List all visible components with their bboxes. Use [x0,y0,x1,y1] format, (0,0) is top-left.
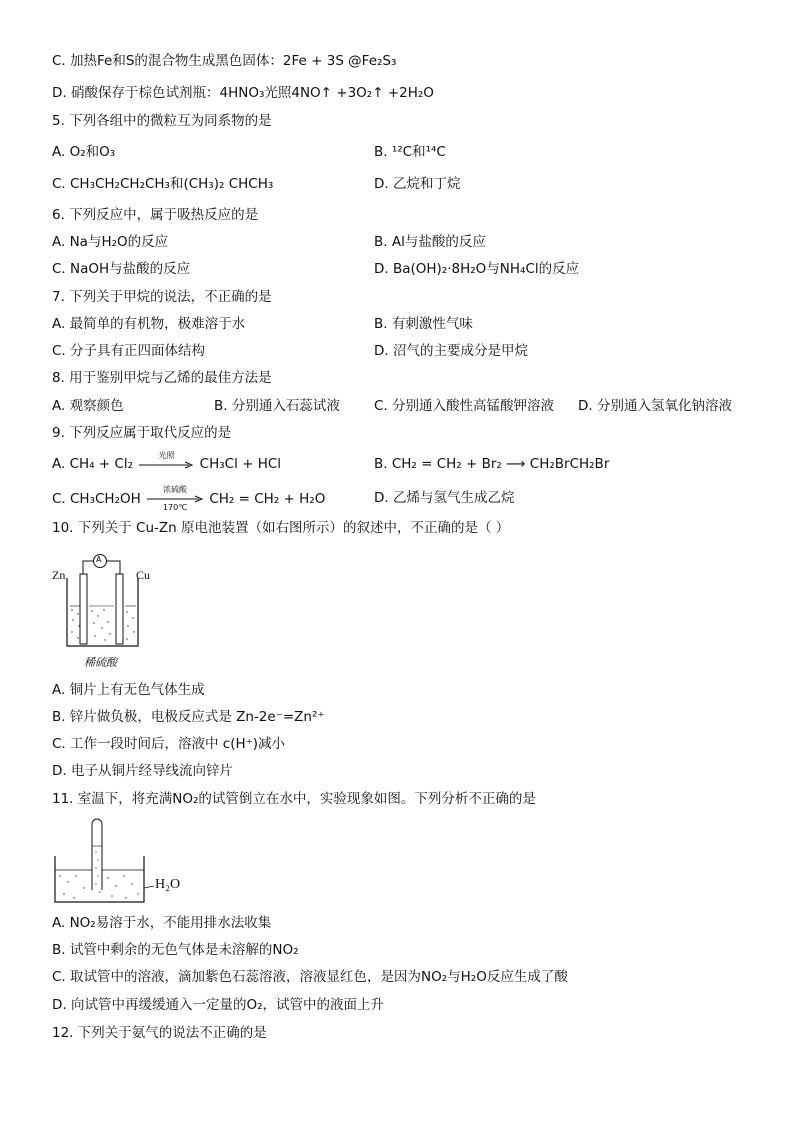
galvanic-cell-diagram [50,548,150,670]
arrow-icon [139,461,193,469]
q10-option-d: D. 电子从铜片经导线流向锌片 [52,763,233,779]
water-label: H₂O [155,877,181,892]
q6-option-c: C. NaOH与盐酸的反应 [52,261,191,277]
q9-a-reactants: A. CH₄ + Cl₂ [52,456,134,472]
q11-stem: 11. 室温下，将充满NO₂的试管倒立在水中，实验现象如图。下列分析不正确的是 [52,791,536,807]
q5-option-a: A. O₂和O₃ [52,144,116,160]
solution-label: 稀硫酸 [84,656,117,669]
q6-option-d: D. Ba(OH)₂·8H₂O与NH₄Cl的反应 [374,261,580,277]
galvanic-cell-figure [50,548,150,670]
reaction-arrow [139,451,193,473]
q11-option-b: B. 试管中剩余的无色气体是未溶解的NO₂ [52,942,299,958]
arrow-icon [147,495,203,503]
option-d-nitric-acid: D. 硝酸保存于棕色试剂瓶：4HNO₃光照4NO↑ +3O₂↑ +2H₂O [52,85,434,101]
q10-stem: 10. 下列关于 Cu-Zn 原电池装置（如右图所示）的叙述中，不正确的是（ ） [52,520,510,536]
q9-option-b: B. CH₂ = CH₂ + Br₂ ⟶ CH₂BrCH₂Br [374,456,610,472]
zinc-label: Zn [52,568,66,582]
q7-option-c: C. 分子具有正四面体结构 [52,343,206,359]
q9-option-c [52,485,326,512]
q7-option-d: D. 沼气的主要成分是甲烷 [374,343,528,359]
option-c-fe-s: C. 加热Fe和S的混合物生成黑色固体：2Fe + 3S @Fe₂S₃ [52,53,397,69]
q7-option-a: A. 最简单的有机物，极难溶于水 [52,316,246,332]
test-tube-figure [52,816,192,908]
q7-stem: 7. 下列关于甲烷的说法，不正确的是 [52,289,272,305]
ammeter-label: A [96,555,102,564]
q8-option-c: C. 分别通入酸性高锰酸钾溶液 [374,398,555,414]
inverted-tube-diagram [52,816,192,908]
q5-option-c: C. CH₃CH₂CH₂CH₃和(CH₃)₂ CHCH₃ [52,176,274,192]
q12-stem: 12. 下列关于氨气的说法不正确的是 [52,1025,267,1041]
q9-a-condition: 光照 [158,451,175,460]
q11-option-c: C. 取试管中的溶液，滴加紫色石蕊溶液，溶液显红色，是因为NO₂与H₂O反应生成了酸 [52,969,568,985]
q5-stem: 5. 下列各组中的微粒互为同系物的是 [52,113,272,129]
q8-stem: 8. 用于鉴别甲烷与乙烯的最佳方法是 [52,370,272,386]
q9-c-products: CH₂ = CH₂ + H₂O [209,491,326,507]
q8-option-a: A. 观察颜色 [52,398,124,414]
q9-c-reactant: C. CH₃CH₂OH [52,491,141,507]
q10-option-b: B. 锌片做负极，电极反应式是 Zn-2e⁻=Zn²⁺ [52,709,325,725]
q7-option-b: B. 有刺激性气味 [374,316,473,332]
q9-a-products: CH₃Cl + HCl [199,456,282,472]
q5-option-d: D. 乙烷和丁烷 [374,176,461,192]
q9-c-condition-bottom: 170℃ [162,503,188,512]
q9-stem: 9. 下列反应属于取代反应的是 [52,425,232,441]
copper-label: Cu [136,568,151,582]
q6-option-a: A. Na与H₂O的反应 [52,234,169,250]
q10-option-c: C. 工作一段时间后，溶液中 c(H⁺)减小 [52,736,286,752]
q11-option-a: A. NO₂易溶于水，不能用排水法收集 [52,915,272,931]
q6-stem: 6. 下列反应中，属于吸热反应的是 [52,207,259,223]
q5-option-b: B. ¹²C和¹⁴C [374,144,446,160]
q11-option-d: D. 向试管中再缓缓通入一定量的O₂，试管中的液面上升 [52,997,385,1013]
q10-option-a: A. 铜片上有无色气体生成 [52,682,205,698]
q9-option-a [52,451,282,473]
q6-option-b: B. Al与盐酸的反应 [374,234,486,250]
q8-option-b: B. 分别通入石蕊试液 [214,398,340,414]
q9-c-condition-top: 浓硫酸 [163,485,188,494]
reaction-arrow [147,485,203,512]
q9-option-d: D. 乙烯与氢气生成乙烷 [374,490,515,506]
q8-option-d: D. 分别通入氢氧化钠溶液 [578,398,732,414]
